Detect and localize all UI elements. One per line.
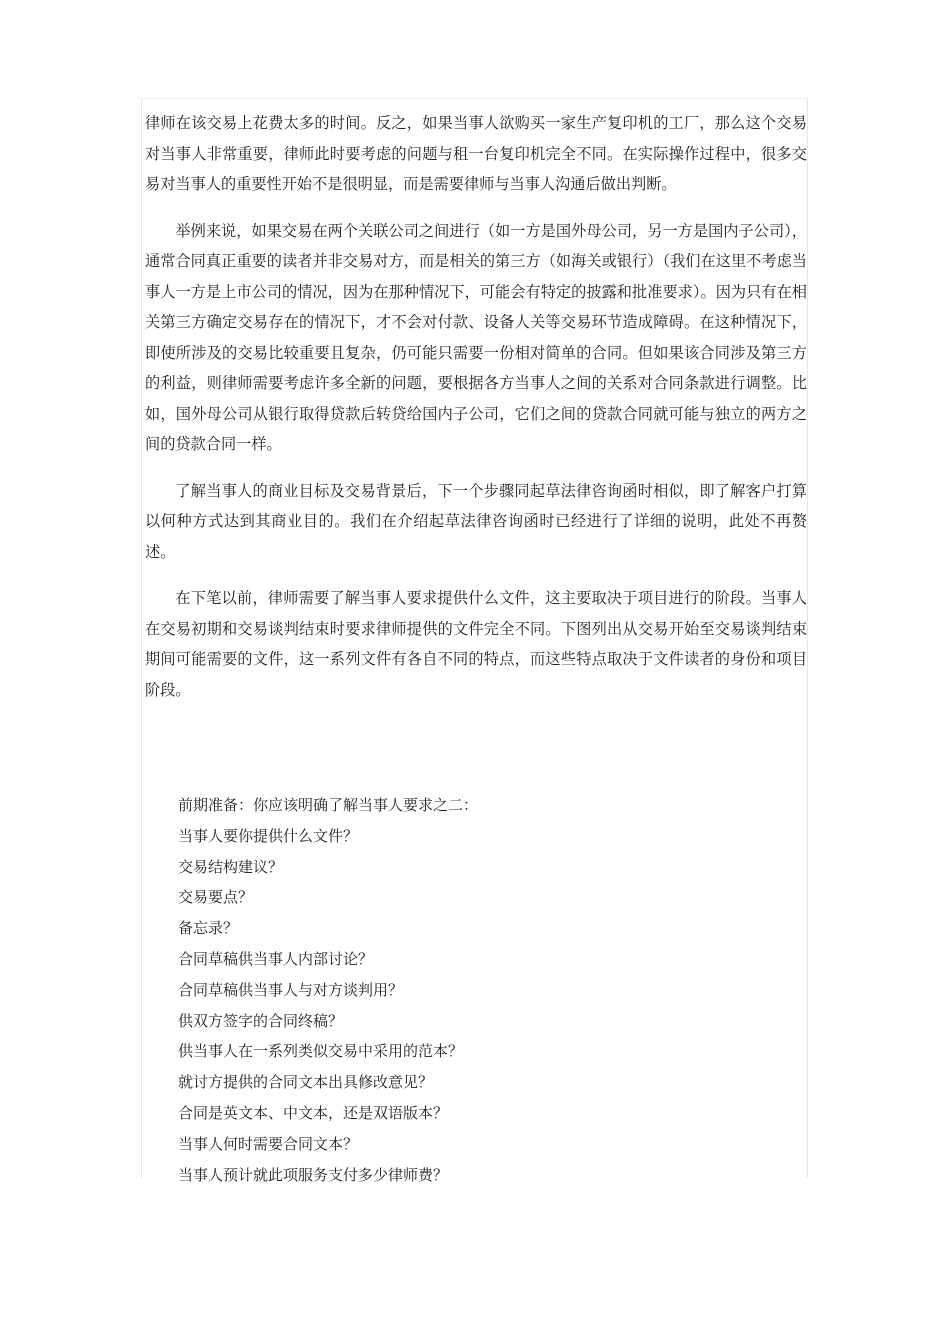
paragraph-next-step: 了解当事人的商业目标及交易背景后，下一个步骤同起草法律咨询函时相似，即了解客户打算以何种方式达到其商业目的。我们在介绍起草法律咨询函时已经进行了详细的说明，此处不再赘述。 bbox=[145, 481, 807, 561]
checklist-heading: 前期准备：你应该明确了解当事人要求之二： bbox=[178, 796, 479, 814]
checklist-item: 交易要点？ bbox=[178, 888, 254, 907]
checklist-item: 合同草稿供当事人与对方谈判用？ bbox=[178, 980, 404, 999]
document-body bbox=[145, 108, 807, 721]
checklist-item: 备忘录？ bbox=[178, 919, 239, 938]
checklist-item: 就讨方提供的合同文本出具修改意见？ bbox=[178, 1073, 434, 1092]
preparation-checklist bbox=[178, 790, 778, 1190]
checklist-item: 供双方签字的合同终稿？ bbox=[178, 1011, 344, 1030]
checklist-item: 当事人要你提供什么文件？ bbox=[178, 826, 359, 845]
paragraph-example: 举例来说，如果交易在两个关联公司之间进行（如一方是国外母公司，另一方是国内子公司），通常合同真正重要的读者并非交易对方，而是相关的第三方（如海关或银行）（我们在这里不考虑当事人一方是上市公司的情况，因为在那种情况下，可能会有特定的披露和批准要求）。因为只有在相关第三方确定交易存在的情况下，才不会对付款、设备人关等交易环节造成障碍。在这种情况下，即使所涉及的交易比较重要且复杂，仍可能只需要一份相对简单的合同。但如果该合同涉及第三方的利益，则律师需要考虑许多全新的问题，要根据各方当事人之间的关系对合同条款进行调整。比如，国外母公司从银行取得贷款后转贷给国内子公司，它们之间的贷款合同就可能与独立的两方之间的贷款合同一样。 bbox=[145, 221, 807, 453]
checklist-item: 当事人何时需要合同文本？ bbox=[178, 1134, 359, 1153]
checklist-item: 当事人预计就此项服务支付多少律师费？ bbox=[178, 1165, 449, 1184]
paragraph-continuation: 律师在该交易上花费太多的时间。反之，如果当事人欲购买一家生产复印机的工厂，那么这个交易对当事人非常重要，律师此时要考虑的问题与租一台复印机完全不同。在实际操作过程中，很多交易对当事人的重要性开始不是很明显，而是需要律师与当事人沟通后做出判断。 bbox=[145, 114, 807, 193]
paragraph-documents: 在下笔以前，律师需要了解当事人要求提供什么文件，这主要取决于项目进行的阶段。当事人在交易初期和交易谈判结束时要求律师提供的文件完全不同。下图列出从交易开始至交易谈判结束期间可能需要的文件，这一系列文件有各自不同的特点，而这些特点取决于文件读者的身份和项目阶段。 bbox=[145, 589, 807, 699]
checklist-item: 供当事人在一系列类似交易中采用的范本？ bbox=[178, 1042, 464, 1061]
checklist-item: 交易结构建议？ bbox=[178, 857, 284, 876]
checklist-item: 合同草稿供当事人内部讨论？ bbox=[178, 949, 374, 968]
checklist-item: 合同是英文本、中文本，还是双语版本？ bbox=[178, 1103, 449, 1122]
